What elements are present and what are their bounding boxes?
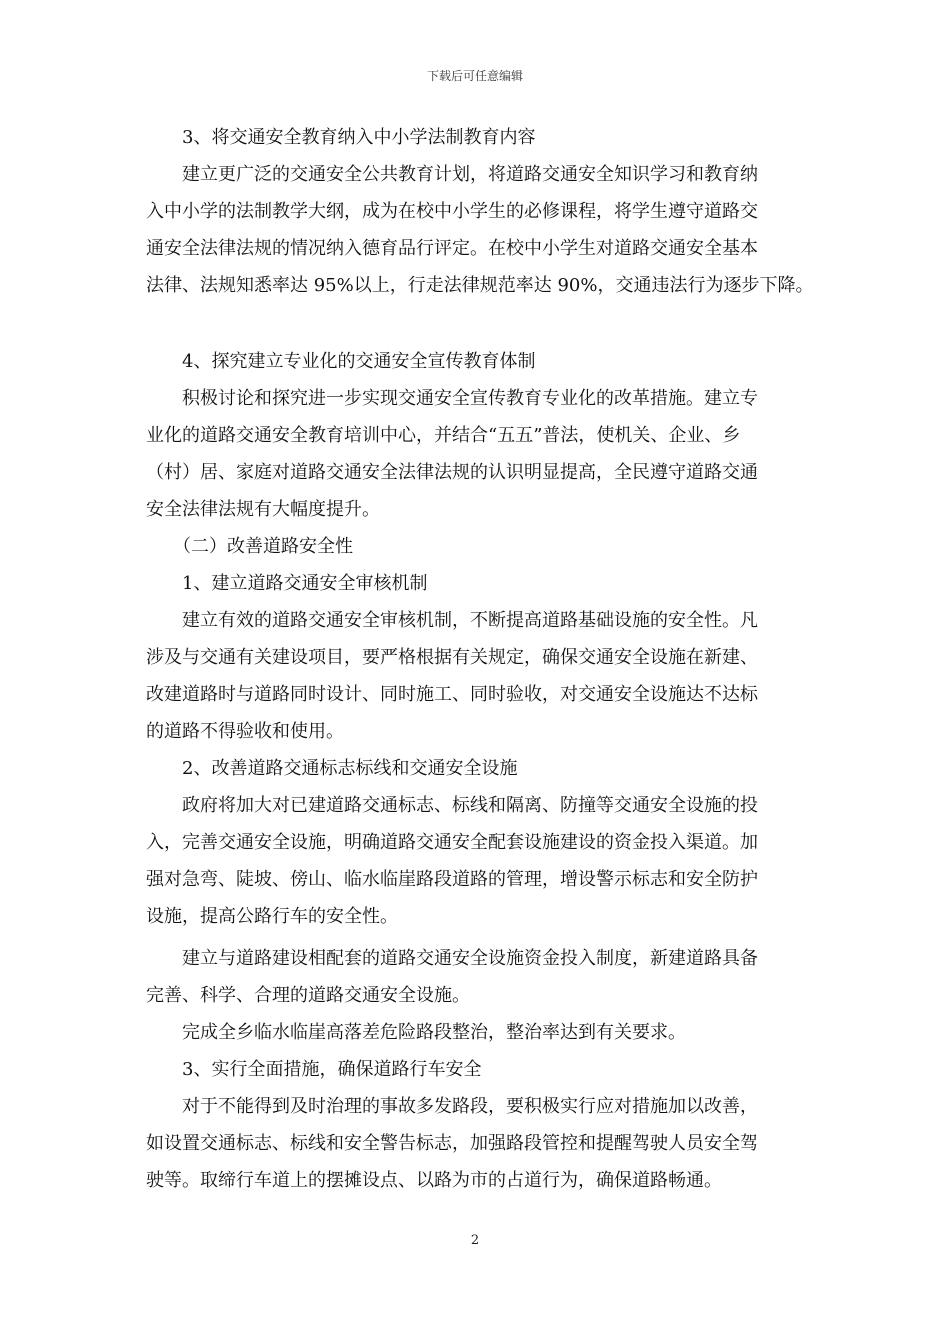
body-line: 安全法律法规有大幅度提升。 [146, 499, 380, 520]
body-line: 建立有效的道路交通安全审核机制，不断提高道路基础设施的安全性。凡 [146, 610, 758, 631]
body-line: 如设置交通标志、标线和安全警告标志，加强路段管控和提醒驾驶人员安全驾 [146, 1133, 758, 1154]
body-line: 涉及与交通有关建设项目，要严格根据有关规定，确保交通安全设施在新建、 [146, 647, 758, 668]
heading-line: 3、将交通安全教育纳入中小学法制教育内容 [146, 127, 536, 148]
body-line: 设施，提高公路行车的安全性。 [146, 906, 398, 927]
body-line: 完成全乡临水临崖高落差危险路段整治，整治率达到有关要求。 [146, 1022, 686, 1043]
page-number: 2 [470, 1233, 480, 1248]
heading-line: 1、建立道路交通安全审核机制 [146, 573, 428, 594]
page-header: 下载后可任意编辑 [426, 69, 523, 83]
body-line: 业化的道路交通安全教育培训中心，并结合“五五”普法，使机关、企业、乡 [146, 425, 741, 446]
body-line: 通安全法律法规的情况纳入德育品行评定。在校中小学生对道路交通安全基本 [146, 238, 758, 259]
body-line: 改建道路时与道路同时设计、同时施工、同时验收，对交通安全设施达不达标 [146, 684, 758, 705]
body-line: 积极讨论和探究进一步实现交通安全宣传教育专业化的改革措施。建立专 [146, 388, 758, 409]
heading-line: 4、探究建立专业化的交通安全宣传教育体制 [146, 351, 536, 372]
section-heading: （二）改善道路安全性 [146, 536, 353, 557]
body-line: 强对急弯、陡坡、傍山、临水临崖路段道路的管理，增设警示标志和安全防护 [146, 869, 758, 890]
body-line: 完善、科学、合理的道路交通安全设施。 [146, 985, 470, 1006]
heading-line: 2、改善道路交通标志标线和交通安全设施 [146, 758, 518, 779]
body-line: 对于不能得到及时治理的事故多发路段，要积极实行应对措施加以改善， [146, 1096, 758, 1117]
body-line: 驶等。取缔行车道上的摆摊设点、以路为市的占道行为，确保道路畅通。 [146, 1170, 722, 1191]
body-line: 入，完善交通安全设施，明确道路交通安全配套设施建设的资金投入渠道。加 [146, 832, 758, 853]
body-line: 法律、法规知悉率达 95%以上，行走法律规范率达 90%，交通违法行为逐步下降。 [146, 275, 814, 296]
heading-line: 3、实行全面措施，确保道路行车安全 [146, 1059, 482, 1080]
body-line: 政府将加大对已建道路交通标志、标线和隔离、防撞等交通安全设施的投 [146, 795, 758, 816]
body-line: 建立更广泛的交通安全公共教育计划，将道路交通安全知识学习和教育纳 [146, 164, 758, 185]
body-line: （村）居、家庭对道路交通安全法律法规的认识明显提高，全民遵守道路交通 [146, 462, 758, 483]
body-line: 的道路不得验收和使用。 [146, 721, 344, 742]
body-line: 建立与道路建设相配套的道路交通安全设施资金投入制度，新建道路具备 [146, 948, 758, 969]
body-line: 入中小学的法制教学大纲，成为在校中小学生的必修课程，将学生遵守道路交 [146, 201, 758, 222]
